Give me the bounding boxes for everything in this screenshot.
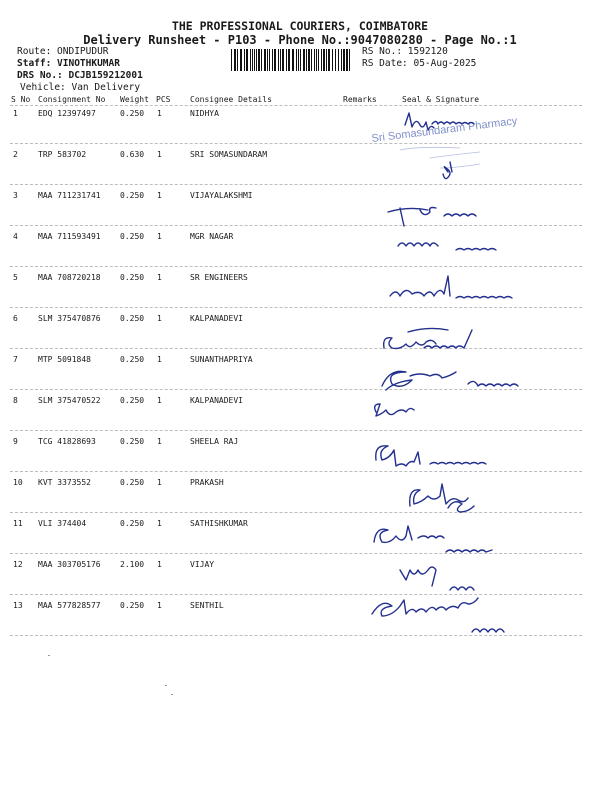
- barcode-bar: [335, 49, 336, 71]
- cell-weight: 0.250: [120, 478, 145, 487]
- cell-consignment: MAA 711231741: [38, 191, 101, 200]
- cell-sno: 10: [13, 478, 23, 487]
- cell-consignment: TCG 41828693: [38, 437, 96, 446]
- cell-consignment: MAA 711593491: [38, 232, 101, 241]
- barcode-bar: [296, 49, 297, 71]
- cell-sno: 11: [13, 519, 23, 528]
- cell-pcs: 1: [157, 478, 162, 487]
- cell-pcs: 1: [157, 109, 162, 118]
- cell-pcs: 1: [157, 396, 162, 405]
- cell-weight: 0.250: [120, 191, 145, 200]
- barcode-bar: [316, 49, 317, 71]
- company-title: THE PROFESSIONAL COURIERS, COIMBATORE: [171, 19, 429, 33]
- cell-consignment: KVT 3373552: [38, 478, 91, 487]
- barcode-bar: [282, 49, 284, 71]
- barcode-bar: [280, 49, 281, 71]
- barcode-image: [231, 49, 351, 71]
- col-remarks: Remarks: [343, 95, 377, 104]
- barcode-bar: [272, 49, 273, 71]
- cell-weight: 0.250: [120, 109, 145, 118]
- cell-weight: 0.250: [120, 519, 145, 528]
- cell-sno: 2: [13, 150, 18, 159]
- col-pcs: PCS: [156, 95, 171, 104]
- cell-consignee: VIJAYALAKSHMI: [190, 191, 253, 200]
- barcode-bar: [326, 49, 327, 71]
- cell-consignment: MAA 708720218: [38, 273, 101, 282]
- cell-consignee: SENTHIL: [190, 601, 224, 610]
- cell-consignment: MAA 577828577: [38, 601, 101, 610]
- drs-number: DRS No.: DCJB159212001: [17, 70, 143, 81]
- cell-consignment: TRP 583702: [38, 150, 87, 159]
- cell-weight: 0.250: [120, 437, 145, 446]
- barcode-bar: [306, 49, 307, 71]
- barcode-bar: [349, 49, 350, 71]
- barcode-bar: [303, 49, 305, 71]
- barcode-bar: [264, 49, 266, 71]
- barcode-bar: [341, 49, 342, 71]
- cell-consignee: PRAKASH: [190, 478, 224, 487]
- cell-pcs: 1: [157, 273, 162, 282]
- barcode-bar: [231, 49, 232, 71]
- cell-sno: 12: [13, 560, 23, 569]
- rs-number: RS No.: 1592120: [362, 46, 448, 57]
- cell-sno: 1: [13, 109, 18, 118]
- barcode-bar: [237, 49, 238, 71]
- barcode-bar: [246, 49, 248, 71]
- barcode-bar: [346, 49, 348, 71]
- cell-sno: 8: [13, 396, 18, 405]
- barcode-bar: [240, 49, 242, 71]
- cell-weight: 0.250: [120, 232, 145, 241]
- cell-consignment: SLM 375470522: [38, 396, 101, 405]
- vehicle-label: Vehicle: Van Delivery: [20, 82, 141, 93]
- rs-date: RS Date: 05-Aug-2025: [362, 58, 477, 69]
- cell-consignment: MAA 303705176: [38, 560, 101, 569]
- col-seal-signature: Seal & Signature: [402, 95, 480, 104]
- barcode-bar: [343, 49, 345, 71]
- cell-weight: 0.250: [120, 314, 145, 323]
- barcode-bar: [252, 49, 253, 71]
- cell-consignee: KALPANADEVI: [190, 314, 243, 323]
- cell-weight: 0.250: [120, 396, 145, 405]
- barcode-bar: [300, 49, 301, 71]
- cell-sno: 9: [13, 437, 18, 446]
- col-weight: Weight: [120, 95, 149, 104]
- cell-pcs: 1: [157, 355, 162, 364]
- barcode-bar: [318, 49, 319, 71]
- cell-consignee: SUNANTHAPRIYA: [190, 355, 253, 364]
- cell-consignee: SR ENGINEERS: [190, 273, 248, 282]
- staff-label: Staff: VINOTHKUMAR: [17, 58, 120, 69]
- barcode-bar: [254, 49, 255, 71]
- pharmacy-stamp: Sri Somasundaram Pharmacy: [370, 115, 519, 145]
- cell-consignment: VLI 374404: [38, 519, 87, 528]
- cell-consignee: VIJAY: [190, 560, 215, 569]
- cell-sno: 6: [13, 314, 18, 323]
- barcode-bar: [256, 49, 257, 71]
- barcode-bar: [267, 49, 268, 71]
- barcode-bar: [261, 49, 262, 71]
- cell-weight: 0.250: [120, 355, 145, 364]
- scan-speck: [165, 685, 167, 686]
- cell-pcs: 1: [157, 601, 162, 610]
- cell-pcs: 1: [157, 150, 162, 159]
- cell-sno: 7: [13, 355, 18, 364]
- cell-consignment: SLM 375470876: [38, 314, 101, 323]
- barcode-bar: [323, 49, 325, 71]
- route-label: Route: ONDIPUDUR: [17, 46, 109, 57]
- barcode-bar: [311, 49, 312, 71]
- cell-pcs: 1: [157, 191, 162, 200]
- cell-weight: 0.630: [120, 150, 145, 159]
- barcode-bar: [314, 49, 315, 71]
- runsheet-subtitle: Delivery Runsheet - P103 - Phone No.:9047080280 - Page No.:1: [83, 33, 517, 47]
- cell-sno: 13: [13, 601, 23, 610]
- barcode-bar: [308, 49, 310, 71]
- cell-sno: 4: [13, 232, 18, 241]
- barcode-bar: [269, 49, 270, 71]
- cell-consignee: NIDHYA: [190, 109, 219, 118]
- barcode-bar: [338, 49, 339, 71]
- barcode-bar: [250, 49, 251, 71]
- cell-pcs: 1: [157, 314, 162, 323]
- cell-weight: 0.250: [120, 273, 145, 282]
- cell-consignee: SATHISHKUMAR: [190, 519, 248, 528]
- barcode-bar: [274, 49, 276, 71]
- cell-weight: 0.250: [120, 601, 145, 610]
- barcode-bar: [328, 49, 330, 71]
- barcode-bar: [286, 49, 287, 71]
- cell-consignee: SHEELA RAJ: [190, 437, 239, 446]
- barcode-bar: [234, 49, 236, 71]
- cell-consignee: KALPANADEVI: [190, 396, 243, 405]
- cell-pcs: 1: [157, 232, 162, 241]
- cell-weight: 2.100: [120, 560, 145, 569]
- signatures-area: [360, 100, 590, 640]
- cell-consignee: MGR NAGAR: [190, 232, 234, 241]
- barcode-bar: [244, 49, 245, 71]
- cell-sno: 3: [13, 191, 18, 200]
- col-sno: S No: [11, 95, 31, 104]
- barcode-bar: [278, 49, 279, 71]
- scan-speck: [48, 655, 50, 656]
- barcode-bar: [258, 49, 260, 71]
- col-consignment: Consignment No: [38, 95, 106, 104]
- cell-pcs: 1: [157, 560, 162, 569]
- scan-speck: [171, 694, 173, 695]
- cell-consignment: EDQ 12397497: [38, 109, 96, 118]
- barcode-bar: [292, 49, 294, 71]
- barcode-bar: [332, 49, 333, 71]
- cell-pcs: 1: [157, 519, 162, 528]
- barcode-bar: [321, 49, 322, 71]
- cell-pcs: 1: [157, 437, 162, 446]
- col-consignee: Consignee Details: [190, 95, 272, 104]
- cell-sno: 5: [13, 273, 18, 282]
- barcode-bar: [288, 49, 290, 71]
- cell-consignee: SRI SOMASUNDARAM: [190, 150, 268, 159]
- barcode-bar: [298, 49, 299, 71]
- cell-consignment: MTP 5091848: [38, 355, 91, 364]
